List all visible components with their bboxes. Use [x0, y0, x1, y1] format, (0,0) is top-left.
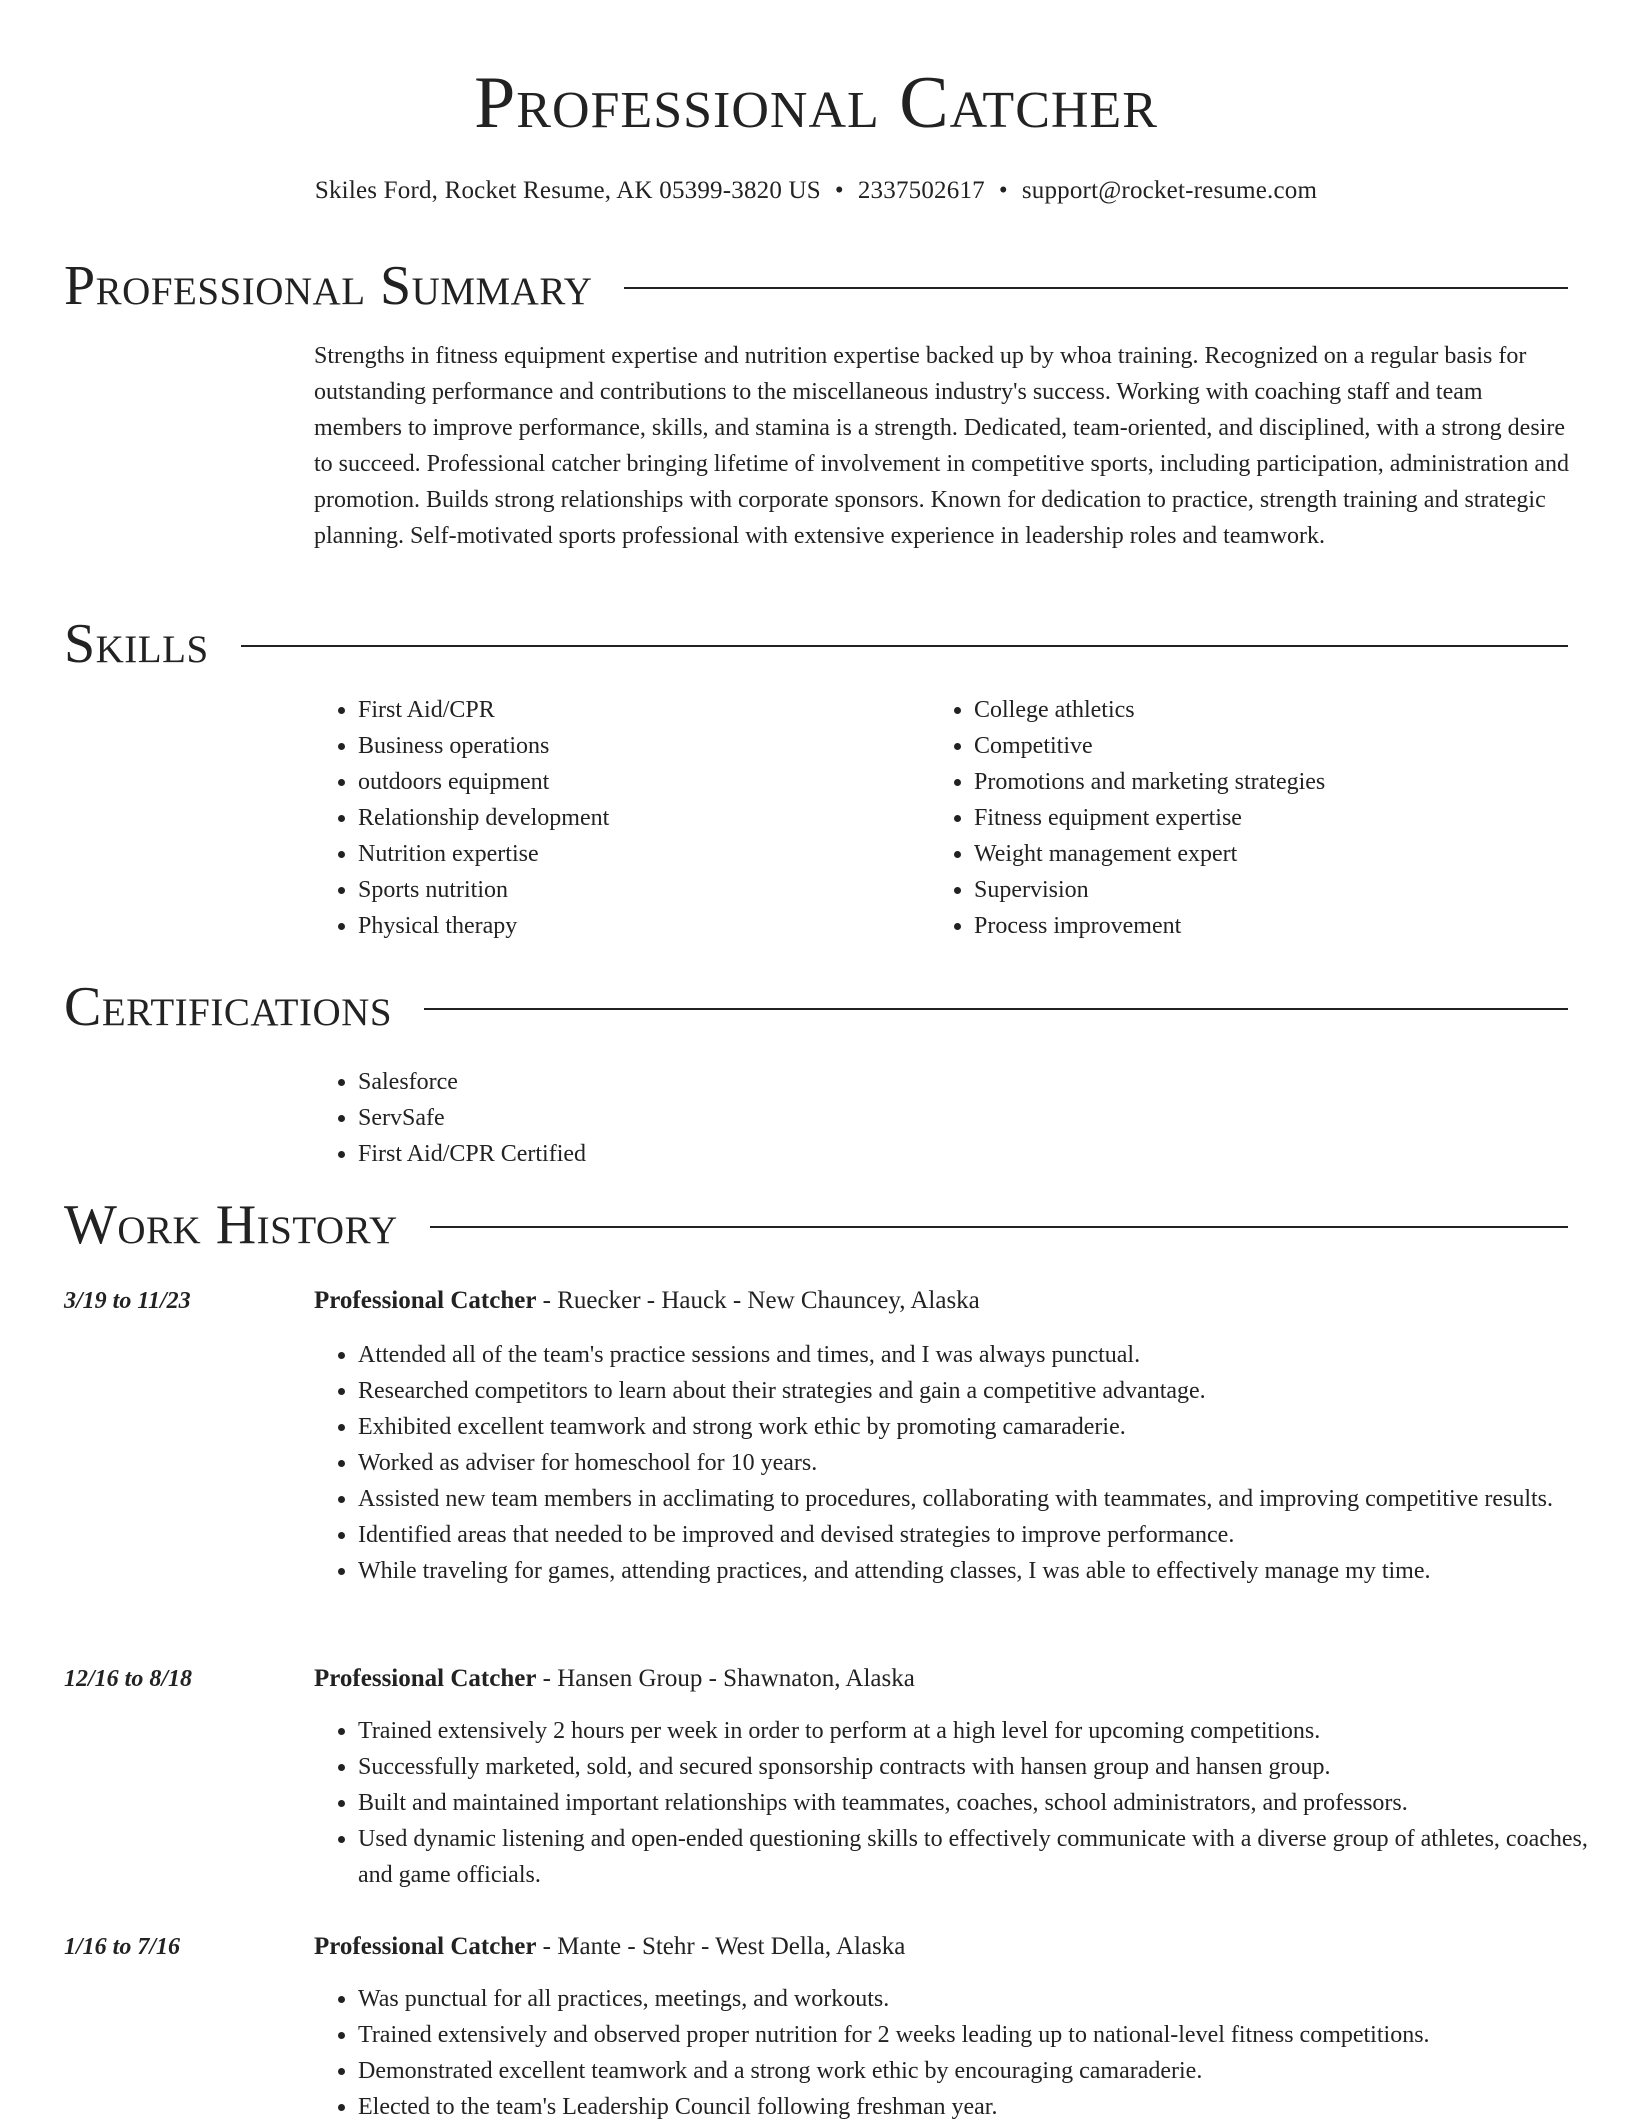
- contact-email[interactable]: support@rocket-resume.com: [1021, 177, 1318, 204]
- certification-item: • First Aid/CPR Certified: [358, 1136, 1558, 1172]
- job-dates: 12/16 to 8/18: [64, 1666, 193, 1692]
- job-details: - Mante - Stehr - West Della, Alaska: [536, 1933, 906, 1960]
- job-bullet: • Identified areas that needed to be improved and devised strategies to improve performance.: [358, 1517, 1614, 1553]
- skills-list-right: [930, 692, 1574, 944]
- section-divider: [624, 287, 1568, 289]
- job-dates: 1/16 to 7/16: [64, 1934, 181, 1960]
- job-bullet: • Used dynamic listening and open-ended questioning skills to effectively communicate with a diverse group of athletes, coaches, and game officials.: [358, 1821, 1614, 1893]
- job-bullets: [314, 1337, 1614, 1589]
- job-bullet: • Successfully marketed, sold, and secured sponsorship contracts with hansen group and hansen group.: [358, 1749, 1614, 1785]
- job-title: Professional Catcher: [314, 1287, 537, 1314]
- job-heading: [314, 1929, 905, 1965]
- section-divider: [424, 1008, 1568, 1010]
- job-bullet: • Trained extensively and observed proper nutrition for 2 weeks leading up to national-level fitness competitions.: [358, 2017, 1614, 2053]
- job-bullet: • Elected to the team's Leadership Council following freshman year.: [358, 2089, 1614, 2125]
- job-bullet: • Researched competitors to learn about their strategies and gain a competitive advantage.: [358, 1373, 1614, 1409]
- certification-item: • Salesforce: [358, 1064, 1558, 1100]
- skills-title: Skills: [64, 613, 209, 675]
- job-heading: [314, 1661, 915, 1697]
- job-bullet: • Trained extensively 2 hours per week in order to perform at a high level for upcoming competitions.: [358, 1713, 1614, 1749]
- skills-heading: [64, 612, 1568, 676]
- summary-text: Strengths in fitness equipment expertise and nutrition expertise backed up by whoa training. Recognized on a regular basis for outstanding performance and contributions to the miscellaneous industry's success. Working with coaching staff and team members to improve performance, skills, and stamina is a strength. Dedicated, team-oriented, and disciplined, with a strong desire to succeed. Professional catcher bringing lifetime of involvement in competitive sports, including participation, administration and promotion. Builds strong relationships with corporate sponsors. Known for dedication to practice, strength training and strategic planning. Self-motivated sports professional with extensive experience in leadership roles and teamwork.: [314, 343, 1570, 549]
- section-divider: [241, 645, 1568, 647]
- job-bullet: • Was punctual for all practices, meetings, and workouts.: [358, 1981, 1614, 2017]
- skill-item: • Weight management expert: [974, 836, 1574, 872]
- skill-item: • First Aid/CPR: [358, 692, 918, 728]
- certifications-heading: [64, 975, 1568, 1039]
- job-bullet: • Demonstrated excellent teamwork and a strong work ethic by encouraging camaraderie.: [358, 2053, 1614, 2089]
- job-bullet: • Assisted new team members in acclimating to procedures, collaborating with teammates, and improving competitive results.: [358, 1481, 1614, 1517]
- job-bullet: • Built and maintained important relationships with teammates, coaches, school administrators, and professors.: [358, 1785, 1614, 1821]
- contact-separator: •: [998, 177, 1008, 204]
- skill-item: • Competitive: [974, 728, 1574, 764]
- skill-item: • Business operations: [358, 728, 918, 764]
- job-dates: 3/19 to 11/23: [64, 1288, 191, 1314]
- skill-item: • College athletics: [974, 692, 1574, 728]
- section-divider: [430, 1226, 1568, 1228]
- job-bullets: [314, 1981, 1614, 2125]
- certifications-list: [314, 1064, 1558, 1172]
- contact-phone[interactable]: 2337502617: [857, 177, 985, 204]
- contact-address: Skiles Ford, Rocket Resume, AK 05399-3820 US: [314, 177, 821, 204]
- contact-separator: •: [834, 177, 844, 204]
- skill-item: • Promotions and marketing strategies: [974, 764, 1574, 800]
- resume-name: Professional Catcher: [474, 62, 1158, 144]
- summary-title: Professional Summary: [64, 255, 593, 317]
- job-title: Professional Catcher: [314, 1665, 537, 1692]
- contact-line: [0, 174, 1632, 208]
- skill-item: • Fitness equipment expertise: [974, 800, 1574, 836]
- job-details: - Hansen Group - Shawnaton, Alaska: [536, 1665, 915, 1692]
- skill-item: • Supervision: [974, 872, 1574, 908]
- job-bullet: • While traveling for games, attending practices, and attending classes, I was able to effectively manage my time.: [358, 1553, 1614, 1589]
- skill-item: • Physical therapy: [358, 908, 918, 944]
- job-heading: [314, 1283, 980, 1319]
- work-title: Work History: [64, 1194, 398, 1256]
- skill-item: • Nutrition expertise: [358, 836, 918, 872]
- skill-item: • Sports nutrition: [358, 872, 918, 908]
- skill-item: • outdoors equipment: [358, 764, 918, 800]
- summary-heading: [64, 254, 1568, 318]
- certification-item: • ServSafe: [358, 1100, 1558, 1136]
- job-bullet: • Worked as adviser for homeschool for 10 years.: [358, 1445, 1614, 1481]
- skill-item: • Process improvement: [974, 908, 1574, 944]
- job-title: Professional Catcher: [314, 1933, 537, 1960]
- skill-item: • Relationship development: [358, 800, 918, 836]
- job-bullet: • Exhibited excellent teamwork and strong work ethic by promoting camaraderie.: [358, 1409, 1614, 1445]
- job-details: - Ruecker - Hauck - New Chauncey, Alaska: [536, 1287, 980, 1314]
- skills-list-left: [314, 692, 918, 944]
- job-bullets: [314, 1713, 1614, 1893]
- work-heading: [64, 1193, 1568, 1257]
- certifications-title: Certifications: [64, 976, 393, 1038]
- job-bullet: • Attended all of the team's practice sessions and times, and I was always punctual.: [358, 1337, 1614, 1373]
